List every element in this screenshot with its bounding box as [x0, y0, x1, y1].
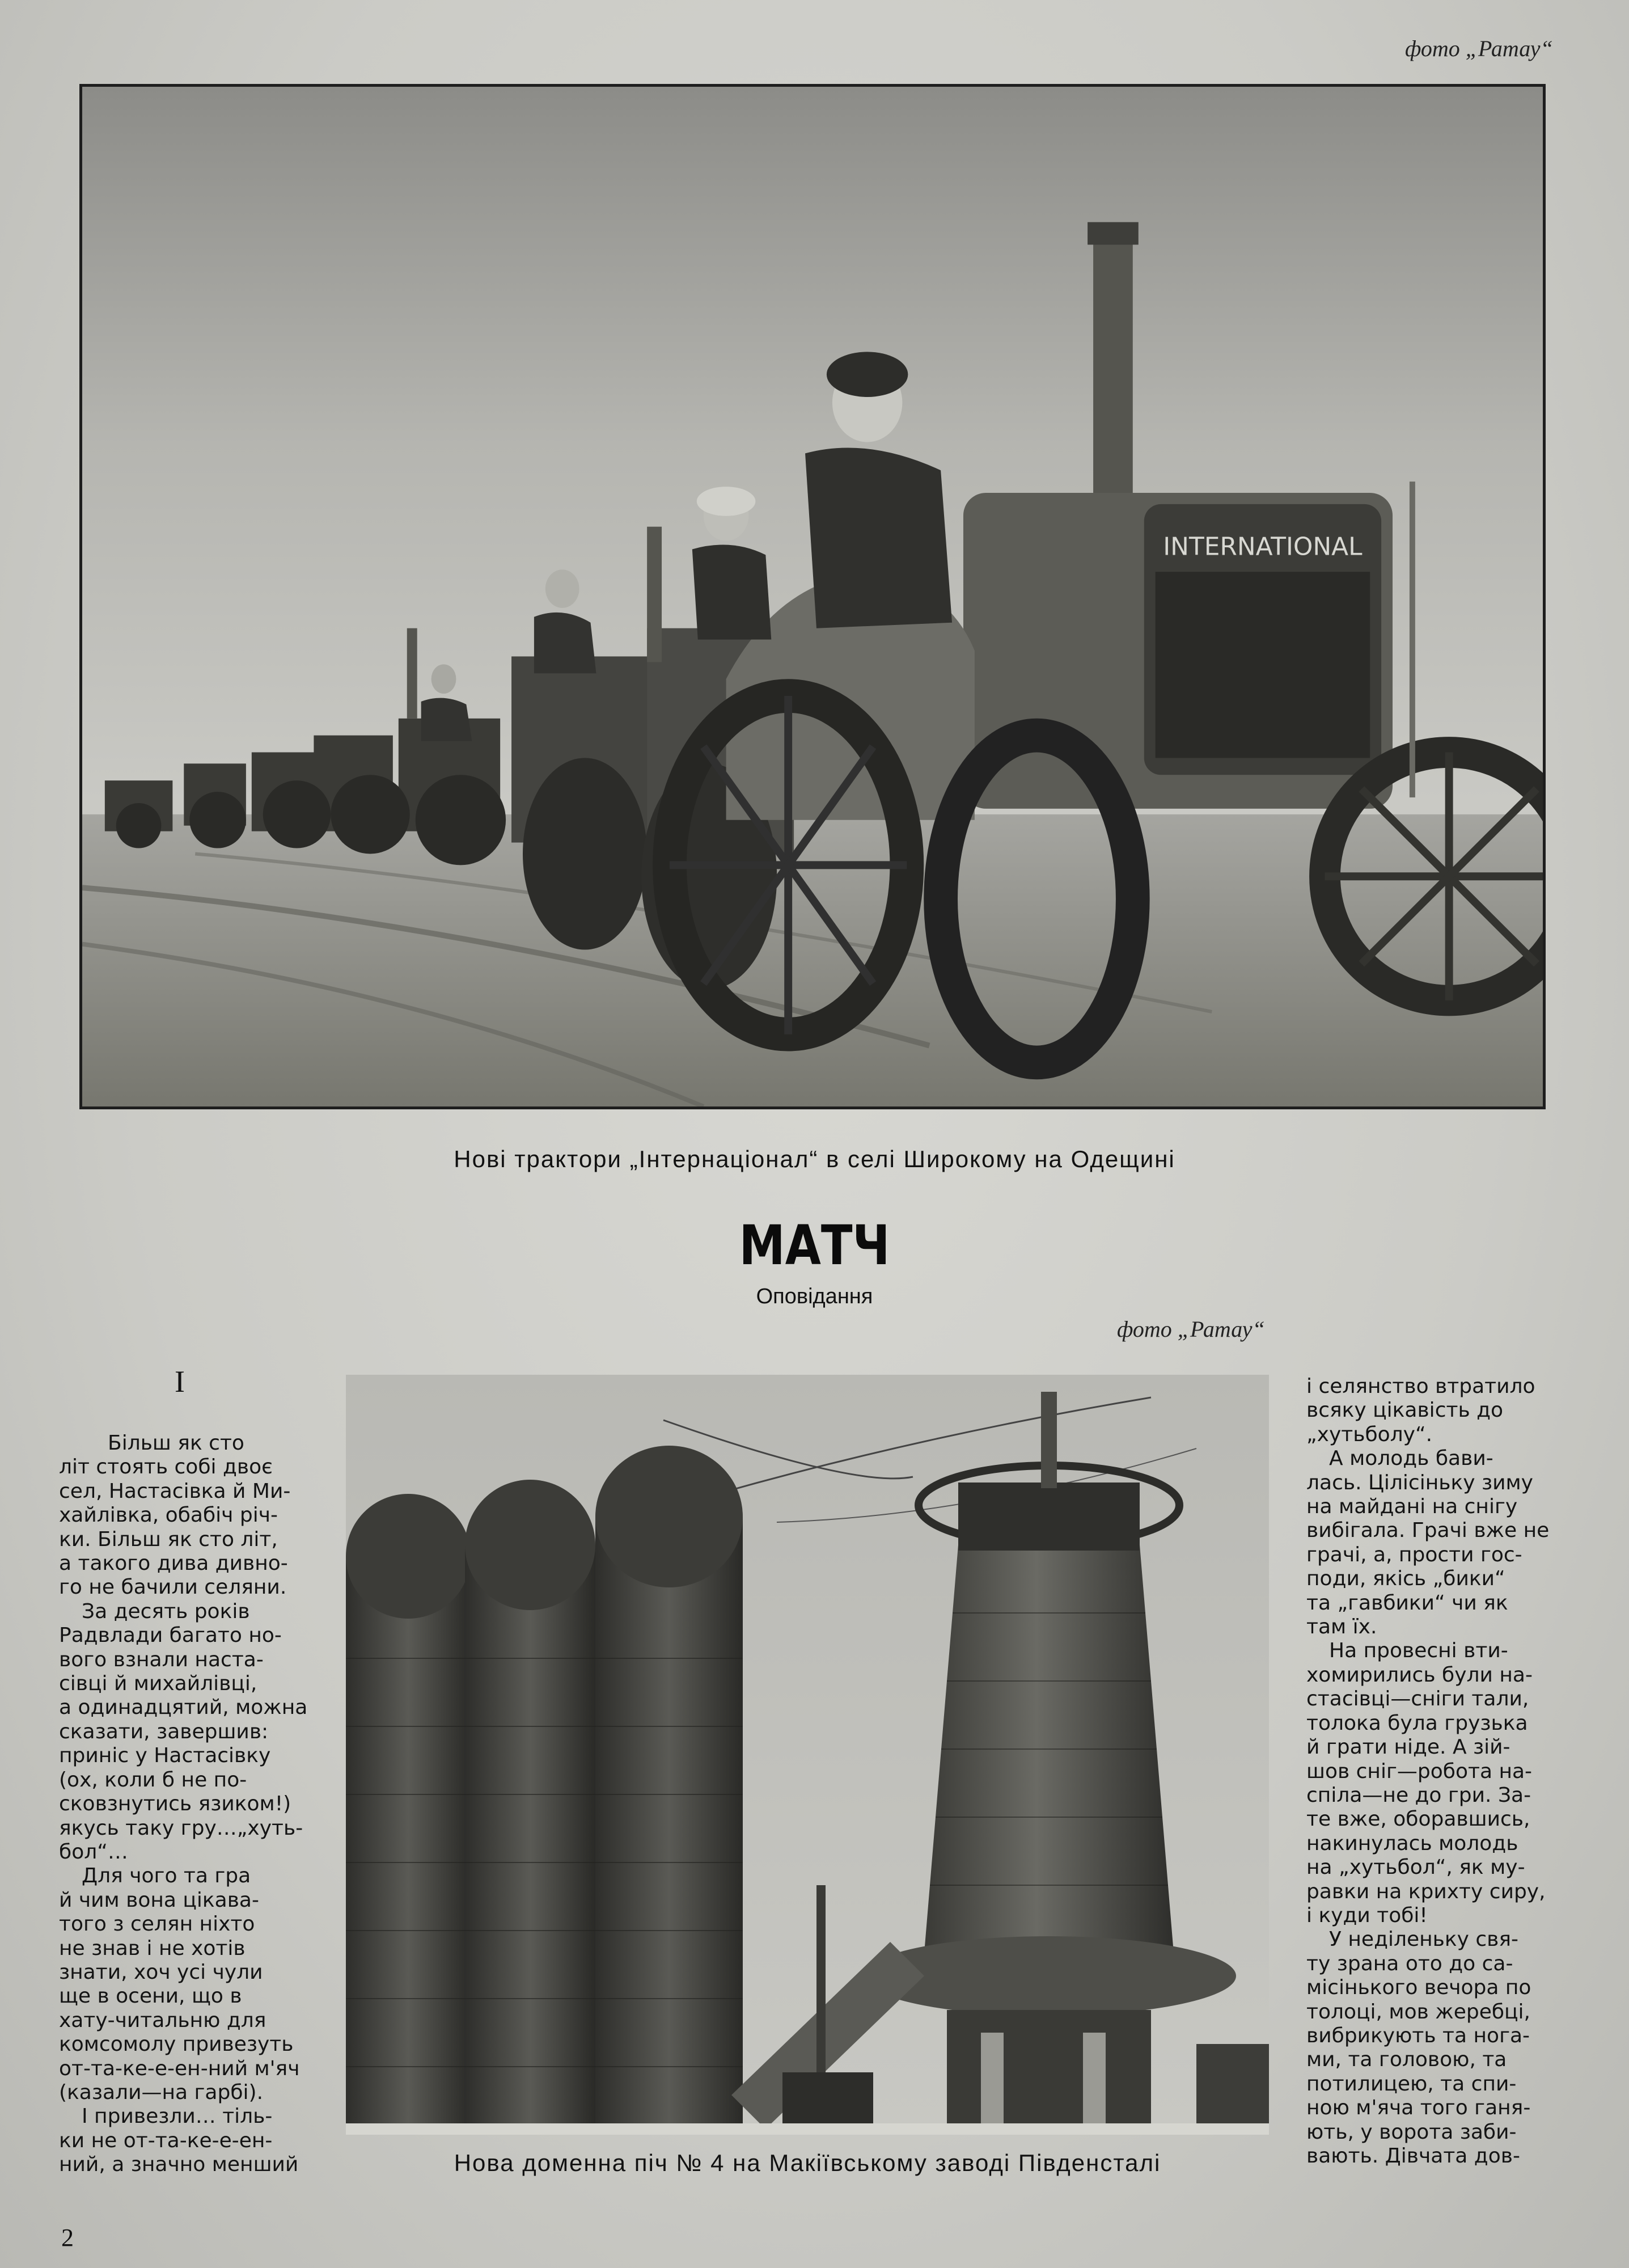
text-line: комсомолу привезуть	[59, 2033, 294, 2056]
text-line: не знав і не хотів	[59, 1936, 246, 1960]
tractors-photo	[79, 84, 1546, 1109]
text-line: й грати ніде. А зій-	[1306, 1735, 1510, 1759]
text-line: ми, та головою, та	[1306, 2048, 1507, 2072]
text-line: ки не от-та-ке-е-ен-	[59, 2128, 273, 2152]
section-number: І	[175, 1365, 185, 1399]
text-line: сівці й михайлівці,	[59, 1672, 257, 1696]
text-line: й чим вона цікава-	[59, 1888, 259, 1912]
text-line: У неділеньку свя-	[1329, 1928, 1519, 1952]
text-line: і куди тобі!	[1306, 1903, 1428, 1927]
text-line: на „хутьбол“, як му-	[1306, 1856, 1525, 1880]
photo-credit-top: фото „Ратау“	[1405, 36, 1553, 61]
text-line: хайлівка, обабіч річ-	[59, 1503, 278, 1527]
text-line: літ стоять собі двоє	[59, 1455, 273, 1479]
text-line: там їх.	[1306, 1615, 1377, 1639]
text-line: стасівці—сніги тали,	[1306, 1687, 1529, 1711]
text-line: вого взнали наста-	[59, 1648, 264, 1671]
text-line: місінького вечора по	[1306, 1976, 1531, 2000]
text-line: ки. Більш як сто літ,	[59, 1527, 278, 1551]
text-line: а одинадцятий, можна	[59, 1696, 308, 1720]
tractors-caption: Нові трактори „Інтернаціонал“ в селі Широкому на Одещині	[454, 1146, 1175, 1172]
text-line: вибрикують та нога-	[1306, 2024, 1530, 2047]
text-line: поди, якісь „бики“	[1306, 1567, 1505, 1591]
text-line: Для чого та гра	[82, 1864, 251, 1888]
text-line: спіла—не до гри. За-	[1306, 1783, 1531, 1807]
text-line: „хутьболу“.	[1306, 1422, 1433, 1446]
page-number: 2	[61, 2224, 74, 2252]
blast-furnace-photo	[346, 1375, 1269, 2135]
text-line: На провесні вти-	[1329, 1639, 1508, 1663]
story-column-right	[1306, 1375, 1573, 2168]
text-line: хату-читальню для	[59, 2008, 266, 2032]
text-line: сел, Настасівка й Ми-	[59, 1479, 291, 1503]
text-line: от-та-ке-е-ен-ний м'яч	[59, 2056, 300, 2080]
text-line: того з селян ніхто	[59, 1912, 255, 1936]
text-line: приніс у Настасівку	[59, 1744, 271, 1768]
text-line: Радвлади багато но-	[59, 1624, 282, 1648]
text-line: а такого дива дивно-	[59, 1552, 288, 1576]
text-line: знати, хоч усі чули	[59, 1960, 263, 1984]
text-line: Більш як сто	[108, 1431, 244, 1455]
text-line: ною м'яча того ганя-	[1306, 2096, 1531, 2120]
text-line: ють, у ворота заби-	[1306, 2120, 1517, 2144]
text-line: потилицею, та спи-	[1306, 2072, 1517, 2096]
text-line: та „гавбики“ чи як	[1306, 1591, 1508, 1615]
story-column-left	[59, 1431, 337, 2177]
text-line: ще в осени, що в	[59, 1984, 242, 2008]
text-line: го не бачили селяни.	[59, 1576, 287, 1599]
photo-credit-middle: фото „Ратау“	[1117, 1316, 1265, 1342]
text-line: хомирились були на-	[1306, 1663, 1533, 1687]
story-title: МАТЧ	[739, 1214, 890, 1277]
text-line: За десять років	[82, 1599, 250, 1623]
text-line: толока була грузька	[1306, 1711, 1528, 1735]
text-line: і селянство втратило	[1306, 1375, 1535, 1398]
story-subtitle: Оповідання	[756, 1285, 873, 1308]
text-line: сказати, завершив:	[59, 1720, 269, 1743]
text-line: грачі, а, прости гос-	[1306, 1543, 1522, 1566]
text-line: лась. Цілісіньку зиму	[1306, 1471, 1533, 1494]
text-line: шов сніг—робота на-	[1306, 1759, 1533, 1783]
text-line: вибігала. Грачі вже не	[1306, 1519, 1550, 1543]
text-line: вають. Дівчата дов-	[1306, 2144, 1520, 2168]
text-line: на майдані на снігу	[1306, 1495, 1518, 1519]
radiator-lettering: INTERNATIONAL	[1163, 532, 1363, 561]
text-line: всяку цікавість до	[1306, 1399, 1504, 1422]
text-line: ту зрана ото до са-	[1306, 1952, 1513, 1975]
text-line: (ох, коли б не по-	[59, 1768, 247, 1792]
blast-furnace-caption: Нова доменна піч № 4 на Макіївському заводі Південсталі	[454, 2149, 1161, 2176]
text-line: якусь таку гру…„хуть-	[59, 1816, 303, 1840]
text-line: накинулась молодь	[1306, 1831, 1518, 1855]
text-line: толоці, мов жеребці,	[1306, 2000, 1530, 2024]
text-line: ний, а значно менший	[59, 2153, 299, 2177]
text-line: бол“…	[59, 1840, 128, 1864]
text-line: І привезли… тіль-	[82, 2105, 273, 2128]
text-line: те вже, оборавшись,	[1306, 1807, 1530, 1831]
text-line: сковзнутись язиком!)	[59, 1792, 291, 1816]
text-line: (казали—на гарбі).	[59, 2080, 264, 2104]
text-line: А молодь бави-	[1329, 1447, 1493, 1471]
text-line: равки на крихту сиру,	[1306, 1880, 1546, 1903]
